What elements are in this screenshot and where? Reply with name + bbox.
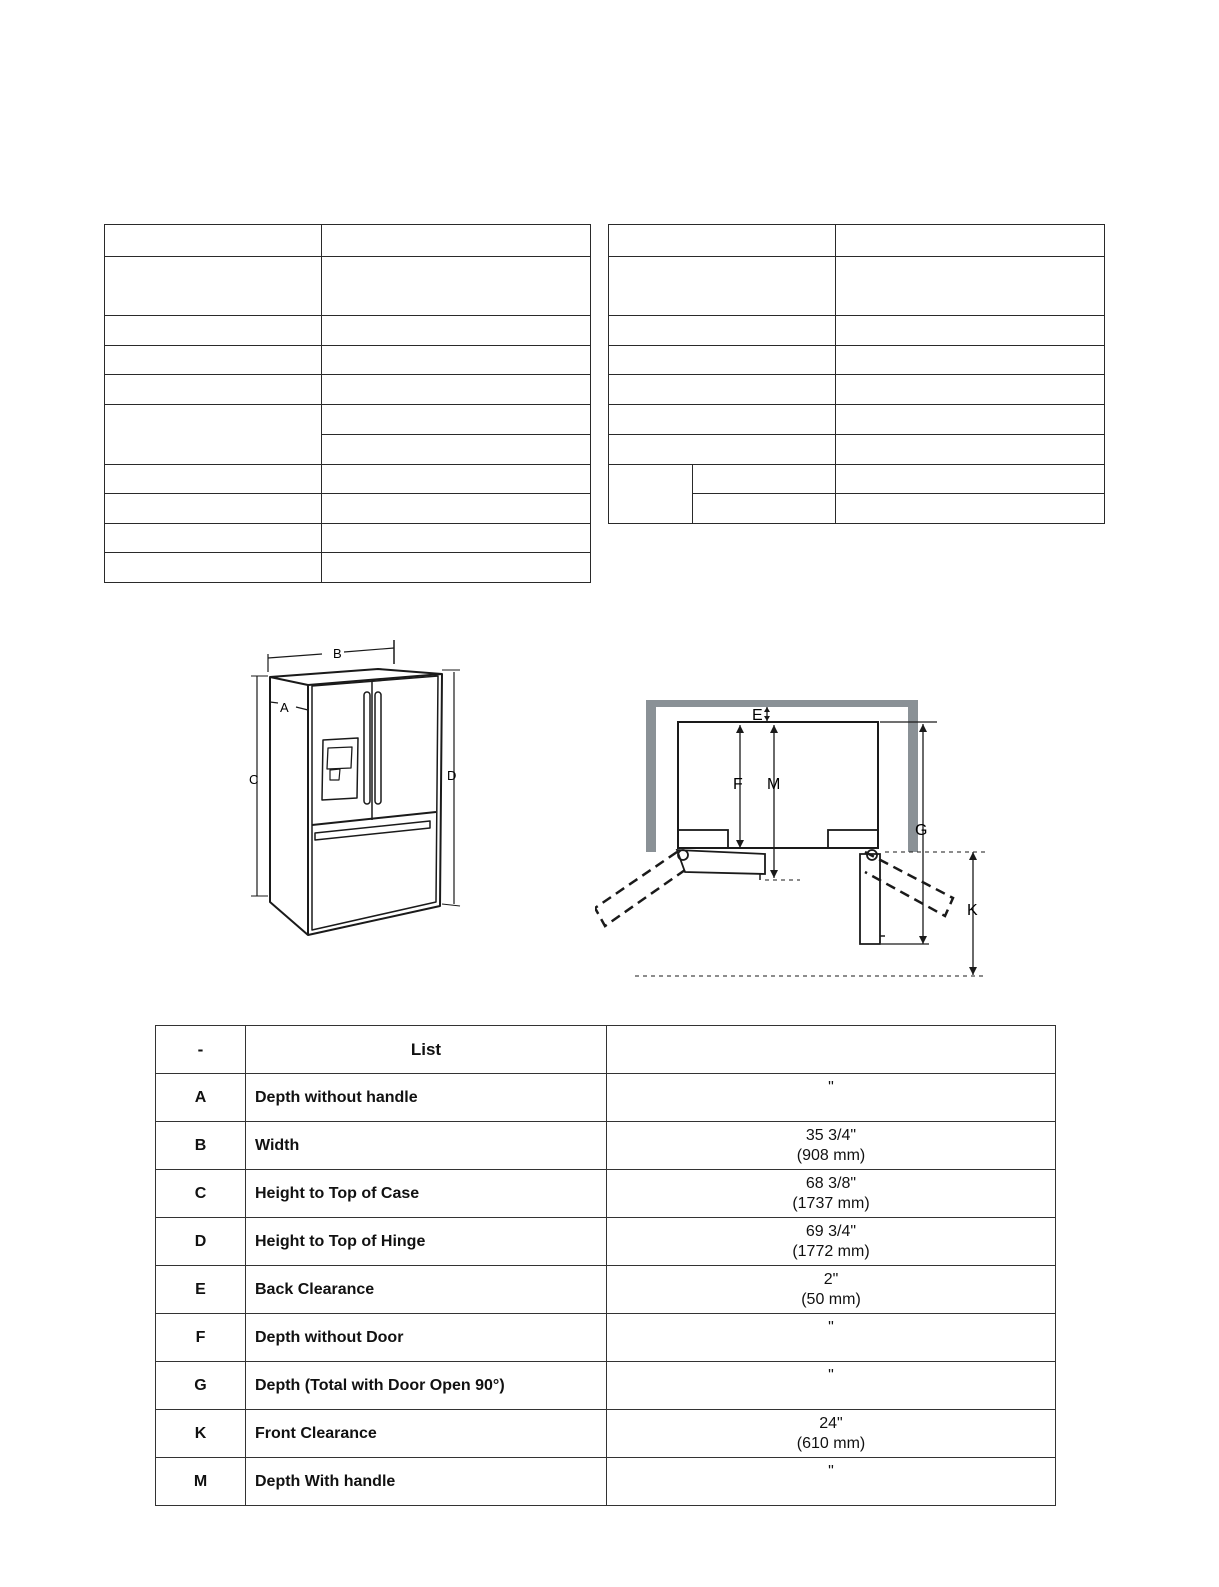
header-value [607, 1026, 1056, 1074]
table-cell [322, 405, 591, 435]
table-cell [322, 225, 591, 257]
dimension-code: K [156, 1410, 246, 1458]
label-e: E [752, 707, 763, 724]
table-cell [322, 375, 591, 405]
table-cell [609, 346, 836, 375]
arrowhead [919, 936, 927, 944]
table-row [105, 524, 591, 553]
value-mm: (1772 mm) [792, 1242, 870, 1260]
table-header-row [156, 1026, 1056, 1074]
table-cell [105, 257, 322, 316]
value-inches: " [828, 1078, 834, 1096]
table-cell [105, 375, 322, 405]
header-code: - [156, 1026, 246, 1074]
cabinet-edge [270, 677, 308, 685]
header-list: List [246, 1026, 607, 1074]
table-row [105, 375, 591, 405]
table-cell [609, 375, 836, 405]
dimension-label: Back Clearance [246, 1266, 607, 1314]
table-cell [105, 465, 322, 494]
table-cell [322, 257, 591, 316]
table-cell [105, 553, 322, 583]
table-row [105, 225, 591, 257]
value-mm [607, 1482, 1055, 1502]
table-cell [609, 225, 836, 257]
value-mm: (50 mm) [801, 1290, 861, 1308]
b-dimension-line [268, 654, 322, 658]
dimension-value [607, 1362, 1056, 1410]
table-cell [322, 465, 591, 494]
table-row [156, 1266, 1056, 1314]
table-row [609, 435, 1105, 465]
table-cell [836, 346, 1105, 375]
right-door-open [860, 854, 880, 944]
value-mm: (908 mm) [796, 1146, 866, 1164]
table-cell [105, 524, 322, 553]
table-row [156, 1314, 1056, 1362]
table-cell [836, 225, 1105, 257]
dimension-label: Height to Top of Hinge [246, 1218, 607, 1266]
table-cell [836, 316, 1105, 346]
table-row [105, 465, 591, 494]
dimension-code: E [156, 1266, 246, 1314]
label-m: M [767, 776, 781, 793]
d-extension [442, 904, 460, 906]
dispenser-nozzle [330, 769, 340, 780]
cabinet-outline [270, 669, 442, 935]
dimension-value [607, 1074, 1056, 1122]
label-a: A [280, 700, 289, 715]
table-row [609, 346, 1105, 375]
a-dimension-line [270, 702, 278, 703]
value-mm: (1737 mm) [792, 1194, 870, 1212]
table-cell [609, 435, 836, 465]
table-row [156, 1074, 1056, 1122]
b-dimension-line [344, 648, 394, 652]
table-cell [105, 494, 322, 524]
label-f: F [733, 776, 743, 793]
dimension-code: M [156, 1458, 246, 1506]
dimension-value [607, 1458, 1056, 1506]
refrigerator-diagram [230, 640, 490, 960]
dimension-value [607, 1266, 1056, 1314]
table-cell [836, 494, 1105, 524]
arrowhead [969, 852, 977, 860]
table-row [609, 375, 1105, 405]
table-row [156, 1218, 1056, 1266]
table-cell [322, 553, 591, 583]
dimension-label: Height to Top of Case [246, 1170, 607, 1218]
value-inches: 35 3/4" [805, 1126, 857, 1144]
dimension-value [607, 1122, 1056, 1170]
table-cell [693, 494, 836, 524]
table-row [609, 225, 1105, 257]
arrowhead [736, 840, 744, 848]
value-inches: " [828, 1318, 834, 1336]
label-g: G [915, 822, 928, 839]
value-inches: 68 3/8" [805, 1174, 857, 1192]
dimension-code: B [156, 1122, 246, 1170]
table-cell [609, 405, 836, 435]
value-inches: 69 3/4" [805, 1222, 857, 1240]
table-cell [322, 524, 591, 553]
spec-table-right [608, 224, 1105, 524]
dispenser-paddle [327, 747, 352, 769]
dimension-value [607, 1218, 1056, 1266]
table-row [105, 553, 591, 583]
left-door-handle [364, 692, 370, 804]
value-mm: (610 mm) [796, 1434, 866, 1452]
table-row [105, 316, 591, 346]
value-mm [607, 1386, 1055, 1406]
table-cell [836, 257, 1105, 316]
table-cell [105, 405, 322, 465]
table-cell [836, 375, 1105, 405]
table-cell [609, 465, 693, 524]
label-k: K [967, 902, 978, 919]
left-door-open [677, 850, 765, 874]
value-inches: " [828, 1366, 834, 1384]
dimension-code: F [156, 1314, 246, 1362]
dimension-label: Width [246, 1122, 607, 1170]
value-inches: 24" [819, 1414, 843, 1432]
dimension-value [607, 1410, 1056, 1458]
dimension-code: C [156, 1170, 246, 1218]
arrowhead [770, 725, 778, 733]
table-row [609, 257, 1105, 316]
table-cell [693, 465, 836, 494]
table-row [156, 1362, 1056, 1410]
right-door-swing [865, 852, 953, 916]
table-row [105, 257, 591, 316]
arrowhead [764, 716, 770, 721]
table-cell [836, 405, 1105, 435]
dimension-label: Depth (Total with Door Open 90°) [246, 1362, 607, 1410]
label-c: C [249, 772, 259, 787]
table-cell [105, 316, 322, 346]
table-row [609, 405, 1105, 435]
arrowhead [969, 967, 977, 975]
table-cell [105, 346, 322, 375]
arrowhead [919, 724, 927, 732]
label-b: B [333, 646, 342, 661]
value-inches: 2" [823, 1270, 839, 1288]
right-hinge-block [828, 830, 878, 848]
table-row [156, 1410, 1056, 1458]
top-view-clearance-diagram [595, 700, 1015, 1000]
dimension-label: Front Clearance [246, 1410, 607, 1458]
dimension-label: Depth without handle [246, 1074, 607, 1122]
table-cell [609, 257, 836, 316]
dimension-value [607, 1314, 1056, 1362]
dimension-label: Depth without Door [246, 1314, 607, 1362]
dimension-code: G [156, 1362, 246, 1410]
table-row [105, 405, 591, 435]
table-cell [322, 494, 591, 524]
value-mm [607, 1338, 1055, 1358]
table-row [105, 494, 591, 524]
right-door-handle [375, 692, 381, 804]
dimension-label: Depth With handle [246, 1458, 607, 1506]
dimensions-table [155, 1025, 1056, 1506]
dimension-code: A [156, 1074, 246, 1122]
spec-table-left [104, 224, 591, 583]
table-row [156, 1170, 1056, 1218]
table-row [609, 465, 1105, 494]
dimension-code: D [156, 1218, 246, 1266]
left-hinge-block [678, 830, 728, 848]
table-cell [836, 465, 1105, 494]
a-dimension-line [296, 707, 308, 710]
table-row [156, 1122, 1056, 1170]
value-inches: " [828, 1462, 834, 1480]
arrowhead [770, 870, 778, 878]
table-cell [609, 316, 836, 346]
table-cell [836, 435, 1105, 465]
table-row [609, 316, 1105, 346]
table-cell [322, 316, 591, 346]
table-row [105, 346, 591, 375]
table-cell [322, 346, 591, 375]
label-d: D [447, 768, 457, 783]
table-row [156, 1458, 1056, 1506]
dimension-value [607, 1170, 1056, 1218]
arrowhead [736, 725, 744, 733]
table-cell [105, 225, 322, 257]
table-cell [322, 435, 591, 465]
cabinet-edge [308, 674, 442, 685]
arrowhead [764, 707, 770, 712]
left-door-swing [595, 852, 685, 926]
value-mm [607, 1098, 1055, 1118]
